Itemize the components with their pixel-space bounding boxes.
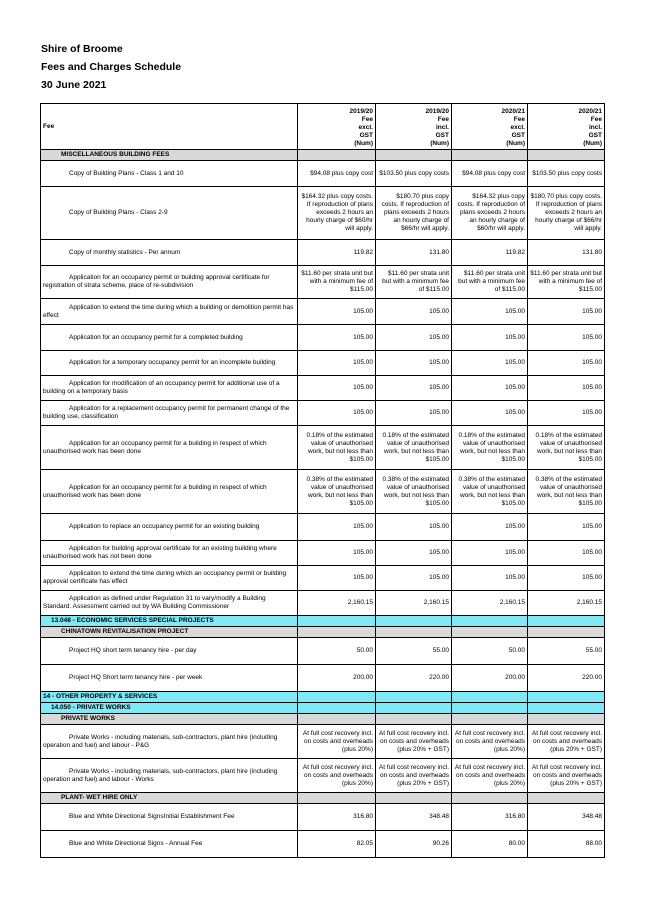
column-header-line: GST <box>511 132 525 139</box>
section-empty-cell <box>298 150 376 161</box>
fee-value: 105.00 <box>528 325 605 351</box>
fee-description: Application for building approval certificate for an existing building where unauthorised work has not been done <box>41 541 298 566</box>
fee-row <box>41 804 605 831</box>
column-header-2 <box>376 104 452 150</box>
column-header-line: 2019/20 <box>425 108 449 115</box>
fee-value: 105.00 <box>298 376 376 401</box>
section-empty-cell <box>528 627 605 638</box>
column-header-line: 2019/20 <box>349 108 373 115</box>
section-label: PRIVATE WORKS <box>41 714 298 725</box>
fee-row <box>41 759 605 793</box>
fee-value: 105.00 <box>528 541 605 566</box>
fees-table <box>40 103 605 858</box>
fee-value: 105.00 <box>452 541 528 566</box>
fee-value: 105.00 <box>452 376 528 401</box>
fee-value: 0.38% of the estimated value of unauthorised work, but not less than $105.00 <box>298 470 376 514</box>
fee-value: At full cost recovery incl. on costs and overheads (plus 20% + GST) <box>376 759 452 793</box>
fee-value: 105.00 <box>376 541 452 566</box>
fee-row <box>41 566 605 591</box>
fee-row <box>41 187 605 240</box>
subsection-header-row <box>41 793 605 804</box>
fee-value: 200.00 <box>452 665 528 692</box>
fee-value: 105.00 <box>528 401 605 426</box>
fee-value: 80.00 <box>452 831 528 858</box>
fee-value: 0.18% of the estimated value of unauthorised work, but not less than $105.00 <box>528 426 605 470</box>
section-header-row <box>41 616 605 627</box>
fee-row <box>41 266 605 299</box>
column-header-line: (Num) <box>506 140 525 147</box>
fee-row <box>41 541 605 566</box>
fee-description: Copy of Building Plans - Class 2-9 <box>41 187 298 240</box>
fee-row <box>41 514 605 541</box>
fee-row <box>41 426 605 470</box>
section-header-row <box>41 692 605 703</box>
fee-description: Project HQ short term tenancy hire - per day <box>41 638 298 665</box>
fee-value: 105.00 <box>528 299 605 325</box>
fee-value: 50.00 <box>298 638 376 665</box>
fee-description: Application for a temporary occupancy permit for an incomplete building <box>41 351 298 376</box>
section-label: MISCELLANEOUS BUILDING FEES <box>41 150 298 161</box>
fee-value: 0.18% of the estimated value of unauthorised work, but not less than $105.00 <box>452 426 528 470</box>
fee-value: 105.00 <box>452 351 528 376</box>
column-header-line: Fee <box>361 116 373 123</box>
fee-value: 348.48 <box>376 804 452 831</box>
fee-value: 105.00 <box>298 325 376 351</box>
fee-row <box>41 299 605 325</box>
fee-value: 2,160.15 <box>376 591 452 616</box>
section-empty-cell <box>528 703 605 714</box>
column-header-line: 2020/21 <box>578 108 602 115</box>
fee-value: 105.00 <box>298 541 376 566</box>
fee-value: 105.00 <box>376 401 452 426</box>
section-label: 13.048 - ECONOMIC SERVICES SPECIAL PROJECTS <box>41 616 298 627</box>
subsection-header-row <box>41 714 605 725</box>
fee-description: Application for an occupancy permit for a building in respect of which unauthorised work has been done <box>41 426 298 470</box>
fee-value: 0.38% of the estimated value of unauthorised work, but not less than $105.00 <box>528 470 605 514</box>
fee-value: 0.18% of the estimated value of unauthorised work, but not less than $105.00 <box>376 426 452 470</box>
fee-value: At full cost recovery incl. on costs and overheads (plus 20% + GST) <box>376 725 452 759</box>
fee-value: 105.00 <box>376 566 452 591</box>
fee-value: 119.82 <box>298 240 376 266</box>
column-header-line: GST <box>588 132 602 139</box>
fee-value: 0.38% of the estimated value of unauthorised work, but not less than $105.00 <box>376 470 452 514</box>
fee-value: $103.50 plus copy costs <box>376 161 452 187</box>
fee-value: 105.00 <box>376 351 452 376</box>
fee-value: 2,160.15 <box>452 591 528 616</box>
fee-value: $103.50 plus copy costs <box>528 161 605 187</box>
fee-row <box>41 725 605 759</box>
fee-value: At full cost recovery incl. on costs and overheads (plus 20%) <box>298 759 376 793</box>
fee-value: 0.38% of the estimated value of unauthorised work, but not less than $105.00 <box>452 470 528 514</box>
fee-value: 220.00 <box>376 665 452 692</box>
fee-value: 105.00 <box>376 325 452 351</box>
column-header-line: incl. <box>435 124 449 131</box>
fee-value: $164.32 plus copy costs. If reproduction of plans exceeds 2 hours an hourly charge of $60/hr will apply. <box>298 187 376 240</box>
fee-value: 316.80 <box>298 804 376 831</box>
fee-value: $180.70 plus copy costs. If reproduction of plans exceeds 2 hours an hourly charge of $66/hr will apply. <box>528 187 605 240</box>
column-header-line: (Num) <box>583 140 602 147</box>
fee-value: 348.48 <box>528 804 605 831</box>
fee-description: Application to extend the time during which an occupancy permit or building approval certificate has effect <box>41 566 298 591</box>
fees-table-body <box>41 104 605 858</box>
section-label: 14.050 - PRIVATE WORKS <box>41 703 298 714</box>
column-header-line: 2020/21 <box>501 108 525 115</box>
fee-row <box>41 831 605 858</box>
fee-value: 131.80 <box>376 240 452 266</box>
fee-value: 90.26 <box>376 831 452 858</box>
fee-value: 82.05 <box>298 831 376 858</box>
fee-value: 55.00 <box>376 638 452 665</box>
section-empty-cell <box>376 616 452 627</box>
fee-description: Application as defined under Regulation 31 to vary/modify a Building Standard. Assessment carried out by WA Building Commissioner <box>41 591 298 616</box>
column-header-3 <box>452 104 528 150</box>
fee-value: 105.00 <box>452 299 528 325</box>
fee-description: Application for an occupancy permit for a completed building <box>41 325 298 351</box>
fee-value: $11.60 per strata unit but with a minimum fee of $115.00 <box>376 266 452 299</box>
fee-row <box>41 638 605 665</box>
column-header-line: excl. <box>510 124 525 131</box>
fee-description: Private Works - including materials, sub-contractors, plant hire (including operation and fuel) and labour - Works <box>41 759 298 793</box>
section-empty-cell <box>298 714 376 725</box>
fee-row <box>41 591 605 616</box>
fee-value: At full cost recovery incl. on costs and overheads (plus 20% + GST) <box>528 725 605 759</box>
fee-description: Copy of monthly statistics - Per annum <box>41 240 298 266</box>
fee-description: Copy of Building Plans - Class 1 and 10 <box>41 161 298 187</box>
fee-value: 220.00 <box>528 665 605 692</box>
section-empty-cell <box>528 616 605 627</box>
fee-value: 105.00 <box>298 299 376 325</box>
fee-value: 105.00 <box>452 401 528 426</box>
fee-value: 105.00 <box>298 401 376 426</box>
subsection-header-row <box>41 627 605 638</box>
section-empty-cell <box>452 714 528 725</box>
org-name: Shire of Broome <box>41 43 123 55</box>
fee-row <box>41 161 605 187</box>
fee-value: 105.00 <box>376 299 452 325</box>
fee-value: 200.00 <box>298 665 376 692</box>
fee-value: $11.60 per strata unit but with a minimum fee of $115.00 <box>298 266 376 299</box>
column-header-line: Fee <box>43 122 55 130</box>
fee-value: 105.00 <box>298 351 376 376</box>
column-header-1 <box>298 104 376 150</box>
fee-value: 119.82 <box>452 240 528 266</box>
section-empty-cell <box>528 692 605 703</box>
fee-value: $11.60 per strata unit but with a minimum fee of $115.00 <box>528 266 605 299</box>
fee-value: 0.18% of the estimated value of unauthorised work, but not less than $105.00 <box>298 426 376 470</box>
fee-value: At full cost recovery incl. on costs and overheads (plus 20%) <box>452 759 528 793</box>
section-empty-cell <box>528 714 605 725</box>
section-empty-cell <box>298 692 376 703</box>
fee-value: 105.00 <box>376 376 452 401</box>
fee-value: 105.00 <box>528 376 605 401</box>
fee-value: 88.00 <box>528 831 605 858</box>
fee-value: 316.80 <box>452 804 528 831</box>
section-empty-cell <box>452 616 528 627</box>
schedule-date: 30 June 2021 <box>41 79 107 91</box>
fee-description: Project HQ Short term tenancy hire - per week <box>41 665 298 692</box>
fee-value: At full cost recovery incl. on costs and overheads (plus 20%) <box>452 725 528 759</box>
fee-value: $164.32 plus copy costs. If reproduction of plans exceeds 2 hours an hourly charge of $60/hr will apply. <box>452 187 528 240</box>
fee-description: Application for an occupancy permit for a building in respect of which unauthorised work has been done <box>41 470 298 514</box>
fee-value: 105.00 <box>376 514 452 541</box>
column-header-line: excl. <box>358 124 373 131</box>
fee-description: Private Works - including materials, sub-contractors, plant hire (including operation and fuel) and labour - P&G <box>41 725 298 759</box>
column-header-line: Fee <box>437 116 449 123</box>
fee-value: $94.08 plus copy cost <box>298 161 376 187</box>
fee-value: $180.70 plus copy costs. If reproduction of plans exceeds 2 hours an hourly charge of $66/hr will apply. <box>376 187 452 240</box>
fee-value: 105.00 <box>528 514 605 541</box>
fee-value: 105.00 <box>528 566 605 591</box>
section-empty-cell <box>452 150 528 161</box>
fee-value: 2,160.15 <box>298 591 376 616</box>
column-header-fee <box>41 104 298 150</box>
fee-row <box>41 325 605 351</box>
section-empty-cell <box>376 627 452 638</box>
section-empty-cell <box>452 627 528 638</box>
section-label: CHINATOWN REVITALISATION PROJECT <box>41 627 298 638</box>
section-label: PLANT- WET HIRE ONLY <box>41 793 298 804</box>
fee-row <box>41 401 605 426</box>
section-empty-cell <box>452 692 528 703</box>
section-empty-cell <box>376 703 452 714</box>
fee-row <box>41 470 605 514</box>
section-empty-cell <box>376 714 452 725</box>
fee-value: 131.80 <box>528 240 605 266</box>
section-header-row <box>41 703 605 714</box>
fee-description: Application for a replacement occupancy permit for permanent change of the building use, classification <box>41 401 298 426</box>
section-empty-cell <box>376 692 452 703</box>
fee-value: 105.00 <box>452 566 528 591</box>
table-header-row <box>41 104 605 150</box>
section-empty-cell <box>298 627 376 638</box>
section-empty-cell <box>298 703 376 714</box>
fee-row <box>41 351 605 376</box>
fee-value: 50.00 <box>452 638 528 665</box>
section-empty-cell <box>452 703 528 714</box>
fee-description: Application for an occupancy permit or building approval certificate for registration of strata scheme, place of re-subdivision <box>41 266 298 299</box>
column-header-line: incl. <box>588 124 602 131</box>
section-label: 14 - OTHER PROPERTY & SERVICES <box>41 692 298 703</box>
fee-description: Application for modification of an occupancy permit for additional use of a building on a temporary basis <box>41 376 298 401</box>
fee-value: At full cost recovery incl. on costs and overheads (plus 20%) <box>298 725 376 759</box>
fee-row <box>41 376 605 401</box>
fee-row <box>41 240 605 266</box>
fee-value: 105.00 <box>452 514 528 541</box>
fee-row <box>41 665 605 692</box>
section-empty-cell <box>298 793 376 804</box>
column-header-line: Fee <box>513 116 525 123</box>
section-empty-cell <box>528 793 605 804</box>
fee-description: Application to extend the time during which a building or demolition permit has effect <box>41 299 298 325</box>
column-header-line: GST <box>435 132 449 139</box>
section-empty-cell <box>452 793 528 804</box>
column-header-4 <box>528 104 605 150</box>
fee-description: Blue and White Directional SignsInitial Establishment Fee <box>41 804 298 831</box>
column-header-line: (Num) <box>354 140 373 147</box>
subsection-header-row <box>41 150 605 161</box>
section-empty-cell <box>528 150 605 161</box>
fee-value: 55.00 <box>528 638 605 665</box>
fee-value: 2,160.15 <box>528 591 605 616</box>
section-empty-cell <box>298 616 376 627</box>
fee-value: 105.00 <box>298 514 376 541</box>
fee-value: At full cost recovery incl. on costs and overheads (plus 20% + GST) <box>528 759 605 793</box>
section-empty-cell <box>376 150 452 161</box>
column-header-line: Fee <box>590 116 602 123</box>
fee-value: 105.00 <box>298 566 376 591</box>
fee-value: $11.60 per strata unit but with a minimum fee of $115.00 <box>452 266 528 299</box>
column-header-line: (Num) <box>430 140 449 147</box>
fee-description: Blue and White Directional Signs - Annual Fee <box>41 831 298 858</box>
fee-value: 105.00 <box>528 351 605 376</box>
fee-description: Application to replace an occupancy permit for an existing building <box>41 514 298 541</box>
fee-value: 105.00 <box>452 325 528 351</box>
schedule-title: Fees and Charges Schedule <box>41 61 182 73</box>
section-empty-cell <box>376 793 452 804</box>
fee-value: $94.08 plus copy cost <box>452 161 528 187</box>
column-header-line: GST <box>359 132 373 139</box>
